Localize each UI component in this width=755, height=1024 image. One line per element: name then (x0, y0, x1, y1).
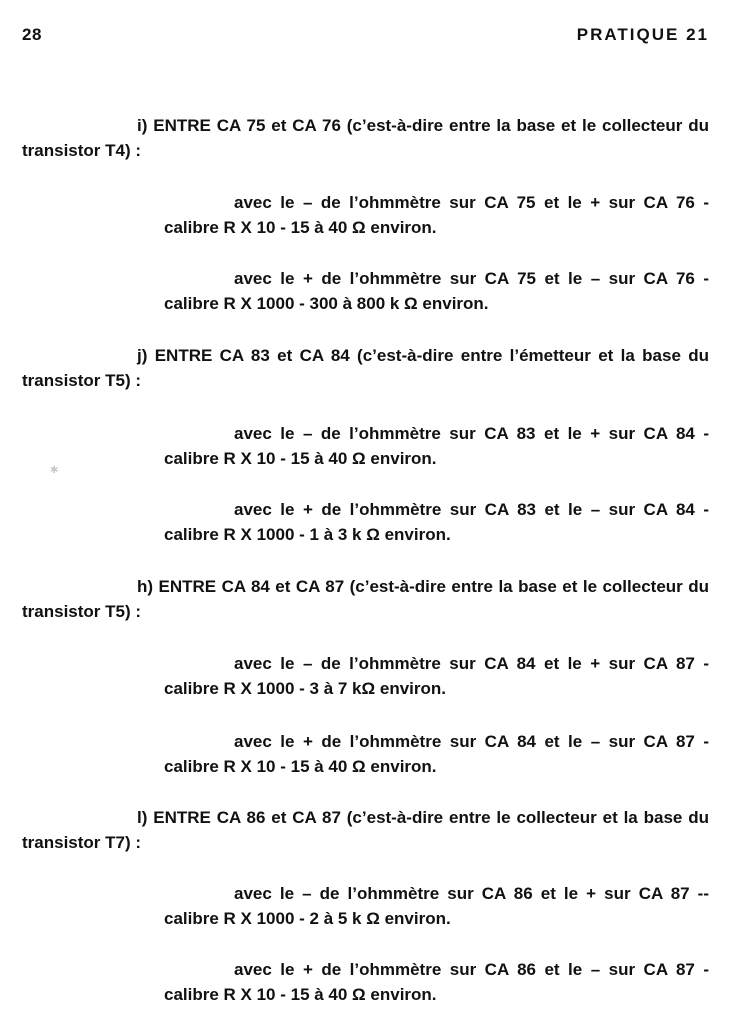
section-j (22, 343, 709, 393)
measurement (22, 421, 709, 471)
measurement-text: avec le + de l’ohmmètre sur CA 75 et le – sur CA 76 - calibre R X 1000 - 300 à 800 k Ω environ. (164, 269, 709, 313)
section-heading: h) ENTRE CA 84 et CA 87 (c’est-à-dire entre la base et le collecteur du transistor T5) : (22, 577, 709, 621)
measurement-text: avec le – de l’ohmmètre sur CA 75 et le + sur CA 76 - calibre R X 10 - 15 à 40 Ω environ. (164, 193, 709, 237)
section-l (22, 805, 709, 855)
measurement-text: avec le + de l’ohmmètre sur CA 84 et le – sur CA 87 - calibre R X 10 - 15 à 40 Ω environ. (164, 732, 709, 776)
measurement-text: avec le – de l’ohmmètre sur CA 84 et le + sur CA 87 - calibre R X 1000 - 3 à 7 kΩ environ. (164, 654, 709, 698)
measurement (22, 266, 709, 316)
measurement (22, 957, 709, 1007)
section-i (22, 113, 709, 163)
running-title: PRATIQUE 21 (576, 25, 709, 44)
page-number: 28 (22, 25, 42, 44)
measurement (22, 881, 709, 931)
measurement-text: avec le + de l’ohmmètre sur CA 83 et le – sur CA 84 - calibre R X 1000 - 1 à 3 k Ω environ. (164, 500, 709, 544)
page-header (22, 22, 709, 46)
measurement (22, 190, 709, 240)
measurement-text: avec le + de l’ohmmètre sur CA 86 et le – sur CA 87 - calibre R X 10 - 15 à 40 Ω environ. (164, 960, 709, 1004)
section-heading: i) ENTRE CA 75 et CA 76 (c’est-à-dire entre la base et le collecteur du transistor T4) : (22, 116, 709, 160)
measurement (22, 651, 709, 701)
scan-speck-icon: ✱ (50, 465, 59, 476)
section-h (22, 574, 709, 624)
measurement-text: avec le – de l’ohmmètre sur CA 83 et le + sur CA 84 - calibre R X 10 - 15 à 40 Ω environ. (164, 424, 709, 468)
section-heading: l) ENTRE CA 86 et CA 87 (c’est-à-dire entre le collecteur et la base du transistor T7) : (22, 808, 709, 852)
section-heading: j) ENTRE CA 83 et CA 84 (c’est-à-dire entre l’émetteur et la base du transistor T5) : (22, 346, 709, 390)
measurement-text: avec le – de l’ohmmètre sur CA 86 et le + sur CA 87 --calibre R X 1000 - 2 à 5 k Ω environ. (164, 884, 709, 928)
measurement (22, 497, 709, 547)
measurement (22, 729, 709, 779)
